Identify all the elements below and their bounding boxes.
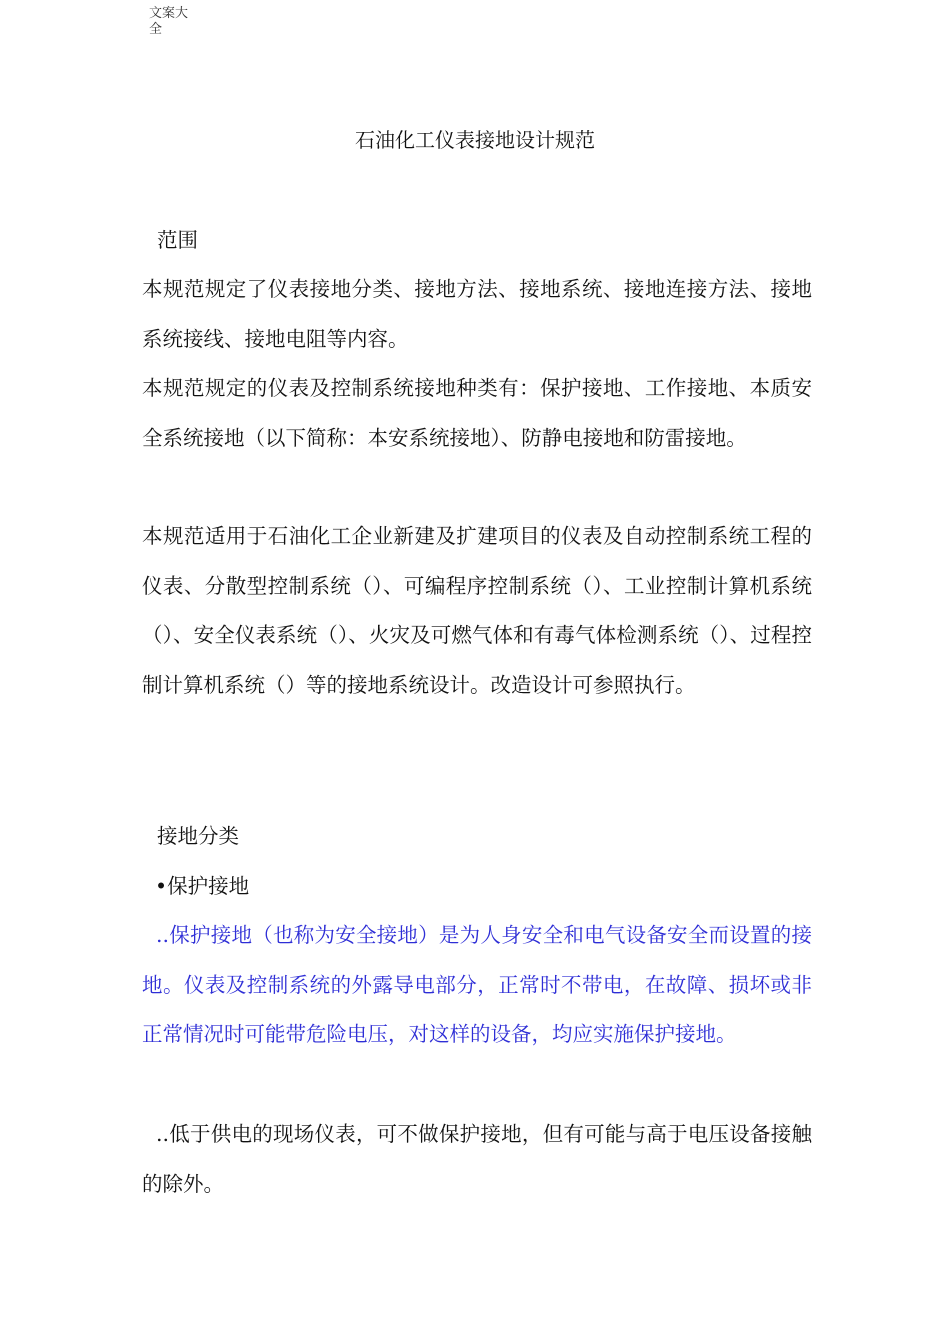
classification-paragraph-2-text: ..低于供电的现场仪表，可不做保护接地，但有可能与高于电压设备接触的除外。 [142, 1122, 812, 1196]
classification-paragraph-1 [142, 911, 812, 1060]
page-title: 石油化工仪表接地设计规范 [355, 128, 595, 152]
scope-paragraph-1: 本规范规定了仪表接地分类、接地方法、接地系统、接地连接方法、接地系统接线、接地电阻等内容。 [142, 277, 812, 351]
header-watermark-text: 文案大全 [149, 6, 189, 37]
section-heading-classification: 接地分类 [157, 824, 239, 848]
scope-paragraph-2: 本规范规定的仪表及控制系统接地种类有：保护接地、工作接地、本质安全系统接地（以下简称：本安系统接地）、防静电接地和防雷接地。 [142, 376, 812, 450]
scope-paragraph-3: 本规范适用于石油化工企业新建及扩建项目的仪表及自动控制系统工程的仪表、分散型控制系统（）、可编程序控制系统（）、工业控制计算机系统（）、安全仪表系统（）、火灾及可燃气体和有毒气体检测系统（）、过程控制计算机系统（）等的接地系统设计。改造设计可参照执行。 [142, 524, 812, 697]
classification-paragraph-1-text: ..保护接地（也称为安全接地）是为人身安全和电气设备安全而设置的接地。仪表及控制系统的外露导电部分，正常时不带电，在故障、损坏或非正常情况时可能带危险电压，对这样的设备，均应实施保护接地。 [142, 923, 812, 1047]
section-heading-scope: 范围 [157, 228, 198, 252]
subheading-protective-grounding: •保护接地 [155, 874, 250, 898]
classification-paragraph-2 [142, 1110, 812, 1209]
